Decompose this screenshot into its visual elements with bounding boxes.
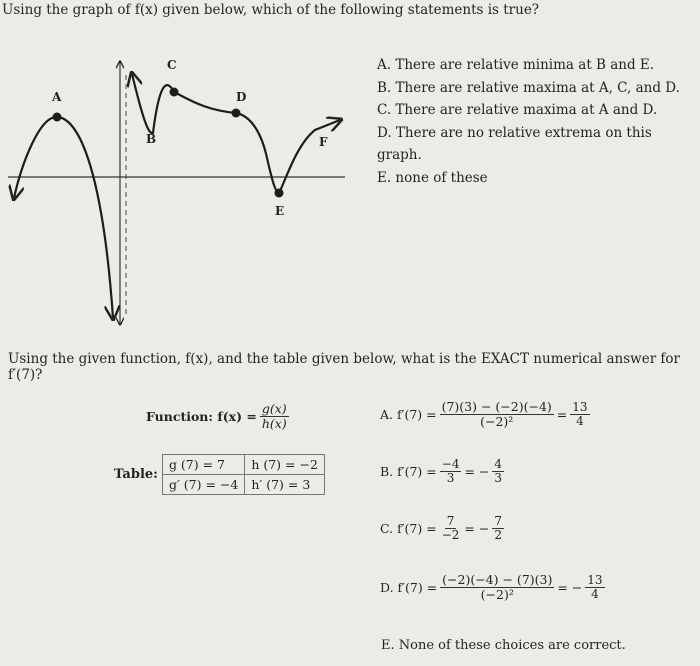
- question1-choices: [377, 54, 700, 189]
- table-row: [162, 475, 324, 495]
- label-f: F: [319, 135, 328, 149]
- q1-choice-c[interactable]: C. There are relative maxima at A and D.: [377, 102, 658, 118]
- label-a: A: [52, 90, 62, 104]
- q2-choice-d[interactable]: [380, 573, 608, 602]
- q2-choice-d-rnum: 13: [587, 572, 603, 587]
- curve-left-branch: [14, 117, 113, 318]
- q2-choice-c-num: 7: [446, 514, 455, 528]
- label-e: E: [275, 204, 285, 218]
- q2-choice-b-rden: 3: [494, 471, 503, 486]
- label-c: C: [167, 58, 177, 72]
- point-a: [53, 113, 62, 122]
- point-c: [170, 88, 179, 97]
- table-cell: h′ (7) = 3: [245, 475, 325, 495]
- q1-choice-d[interactable]: D. There are no relative extrema on this graph.: [377, 124, 652, 163]
- point-e: [275, 189, 284, 198]
- q2-choice-c-rnum: 7: [494, 514, 502, 528]
- q2-choice-a-num: (7)(3) − (−2)(−4): [441, 399, 552, 414]
- q2-choice-d-prefix: D. f′(7) =: [380, 579, 438, 595]
- q2-choice-b-rnum: 4: [494, 457, 503, 471]
- q1-choice-b[interactable]: B. There are relative maxima at A, C, and D.: [377, 79, 680, 96]
- q2-choice-d-eq: = −: [557, 579, 583, 595]
- table-row: [162, 455, 324, 475]
- function-label: Function: f(x) =: [146, 408, 257, 424]
- q2-choice-a-eq: =: [556, 406, 568, 422]
- function-definition: [146, 402, 292, 431]
- q2-choice-a-rden: 4: [576, 413, 584, 428]
- q2-choice-a-rnum: 13: [572, 399, 588, 414]
- label-b: B: [146, 132, 157, 146]
- q2-choice-c-rden: 2: [494, 528, 502, 543]
- q2-choice-c-prefix: C. f′(7) =: [380, 521, 437, 537]
- label-d: D: [236, 90, 247, 104]
- q2-choice-a[interactable]: [380, 400, 593, 429]
- q2-choice-c-eq: = −: [464, 521, 490, 537]
- values-table: [162, 454, 325, 495]
- function-numerator: g(x): [261, 401, 287, 416]
- q2-choice-d-den: (−2)²: [480, 586, 514, 602]
- values-table-block: [114, 454, 325, 495]
- question1-prompt: Using the graph of f(x) given below, which of the following statements is true?: [2, 2, 540, 18]
- q2-choice-c-den: −2: [441, 528, 460, 543]
- q2-choice-c[interactable]: [380, 515, 507, 542]
- table-cell: g′ (7) = −4: [162, 475, 244, 495]
- question2-prompt: Using the given function, f(x), and the table given below, what is the EXACT numerical answer for f′(7)?: [8, 351, 681, 383]
- point-d: [232, 109, 241, 118]
- table-cell: g (7) = 7: [162, 455, 244, 475]
- q2-choice-e[interactable]: E. None of these choices are correct.: [381, 638, 626, 653]
- q2-choice-a-prefix: A. f′(7) =: [380, 406, 437, 422]
- q2-choice-b-num: −4: [441, 457, 460, 471]
- q2-choice-d-num: (−2)(−4) − (7)(3): [442, 572, 553, 587]
- q2-choice-b-prefix: B. f′(7) =: [380, 464, 437, 480]
- q1-choice-e[interactable]: E. none of these: [377, 169, 488, 186]
- q2-choice-b[interactable]: [380, 458, 507, 485]
- q1-choice-a[interactable]: A. There are relative minima at B and E.: [377, 57, 655, 73]
- q2-choice-b-den: 3: [446, 471, 455, 486]
- q2-choice-d-rden: 4: [591, 586, 599, 601]
- table-label: Table:: [114, 467, 158, 482]
- table-cell: h (7) = −2: [245, 455, 325, 475]
- q2-choice-b-eq: = −: [464, 464, 490, 480]
- q2-choice-a-den: (−2)²: [480, 413, 514, 429]
- function-denominator: h(x): [261, 415, 287, 431]
